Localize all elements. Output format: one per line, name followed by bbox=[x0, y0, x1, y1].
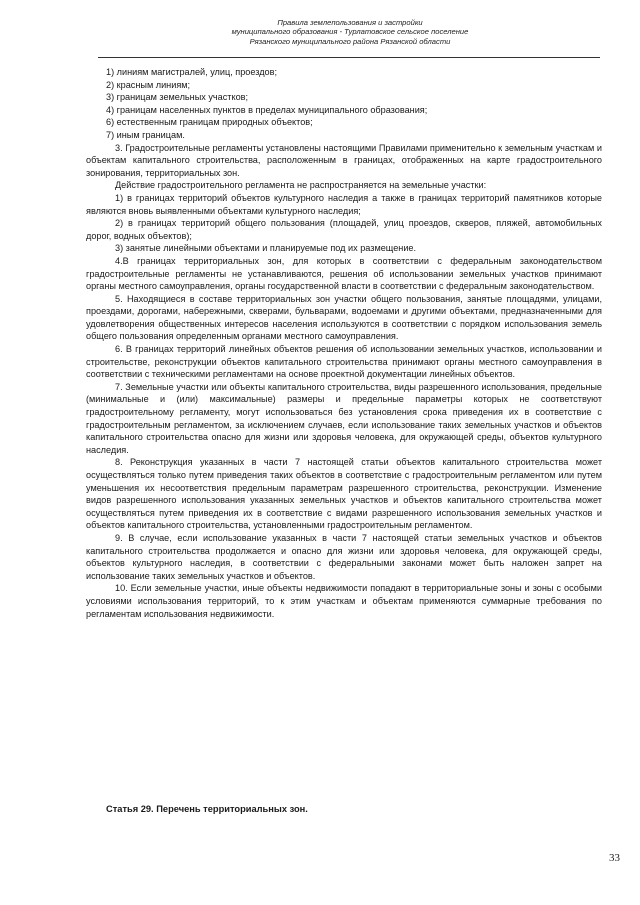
page-number: 33 bbox=[609, 852, 620, 864]
list-item: 3) границам земельных участков; bbox=[106, 92, 249, 103]
exception-item-3: 3) занятые линейными объектами и планируемые под их размещение. bbox=[115, 243, 417, 254]
paragraph-3: 3. Градостроительные регламенты установлены настоящими Правилами применительно к земельным участкам и объектам капитального строительства, расположенным в границах, отображенных на карте градостроительного зонирования, территориальных зон. bbox=[86, 142, 602, 178]
document-body bbox=[86, 66, 602, 620]
exception-item-1: 1) в границах территорий объектов культурного наследия а также в границах территорий памятников которые являются вновь выявленными объектами культурного наследия; bbox=[86, 192, 602, 216]
paragraph-7: 7. Земельные участки или объекты капитального строительства, виды разрешенного использования, предельные (минимальные и (или) максимальные) размеры и предельные параметры которых не соответствуют градостроительному регламенту, могут использоваться без установления срока приведения их в соответствие с градостроительным регламентом, за исключением случаев, если использование таких земельных участков и объектов капитального строительства опасно для жизни или здоровья человека, для окружающей среды, объектов культурного наследия. bbox=[86, 381, 602, 455]
header-divider bbox=[98, 57, 600, 58]
header-line-1: Правила землепользования и застройки bbox=[277, 18, 423, 27]
paragraph-3-exceptions-intro: Действие градостроительного регламента не распространяется на земельные участки: bbox=[115, 180, 487, 191]
paragraph-8: 8. Реконструкция указанных в части 7 настоящей статьи объектов капитального строительства может осуществляться только путем приведения таких объектов в соответствие с градостроительным регламентом или путем уменьшения их несоответствия предельным параметрам разрешенного строительства, реконструкции. Изменение видов разрешенного использования указанных земельных участков и объектов капитального строительства может осуществляться путем приведения их в соответствие с видами разрешенного использования земельных участков и объектов капитального строительства, установленными градостроительным регламентом. bbox=[86, 457, 602, 531]
list-item: 7) иным границам. bbox=[106, 129, 185, 140]
article-heading: Статья 29. Перечень территориальных зон. bbox=[106, 804, 308, 814]
header-line-2: муниципального образования - Турлатовское сельское поселение bbox=[231, 27, 469, 37]
paragraph-9: 9. В случае, если использование указанных в части 7 настоящей статьи земельных участков и объектов капитального строительства продолжается и опасно для жизни или здоровья человека, для окружающей среды, объектов культурного наследия, в соответствии с федеральными законами может быть наложен запрет на использование таких земельных участков и объектов. bbox=[86, 532, 602, 581]
list-item: 1) линиям магистралей, улиц, проездов; bbox=[106, 67, 277, 77]
paragraph-4: 4.В границах территориальных зон, для которых в соответствии с федеральным законодательством градостроительные регламенты не устанавливаются, решения об использовании земельных участков принимают органы местного самоуправления, органы государственной власти в соответствии с федеральным законодательством. bbox=[86, 255, 602, 292]
paragraph-10: 10. Если земельные участки, иные объекты недвижимости попадают в территориальные зоны и зоны с особыми условиями использования территорий, то к этим участкам и объектам применяются суммарные требования по регламентам использования недвижимости. bbox=[86, 583, 602, 619]
list-item: 4) границам населенных пунктов в пределах муниципального образования; bbox=[106, 104, 428, 115]
running-header bbox=[100, 18, 600, 46]
header-line-3: Рязанского муниципального района Рязанской области bbox=[249, 36, 451, 46]
list-item: 6) естественным границам природных объектов; bbox=[106, 117, 313, 128]
paragraph-6: 6. В границах территорий линейных объектов решения об использовании земельных участков, использовании и строительстве, реконструкции объектов капитального строительства принимают органы местного самоуправления в соответствии с техническими регламентами на основе проектной документации линейных объектов. bbox=[86, 344, 602, 380]
list-item: 2) красным линиям; bbox=[106, 79, 191, 90]
paragraph-5: 5. Находящиеся в составе территориальных зон участки общего пользования, занятые площадями, улицами, проездами, дорогами, набережными, скверами, бульварами, водоемами и другими объектами, предназначенными для удовлетворения общественных интересов населения используются в соответствии с порядком использования земель общего пользования определенным органами местного самоуправления. bbox=[86, 293, 602, 342]
exception-item-2: 2) в границах территорий общего пользования (площадей, улиц проездов, скверов, пляжей, автомобильных дорог, водных объектов); bbox=[86, 218, 602, 241]
